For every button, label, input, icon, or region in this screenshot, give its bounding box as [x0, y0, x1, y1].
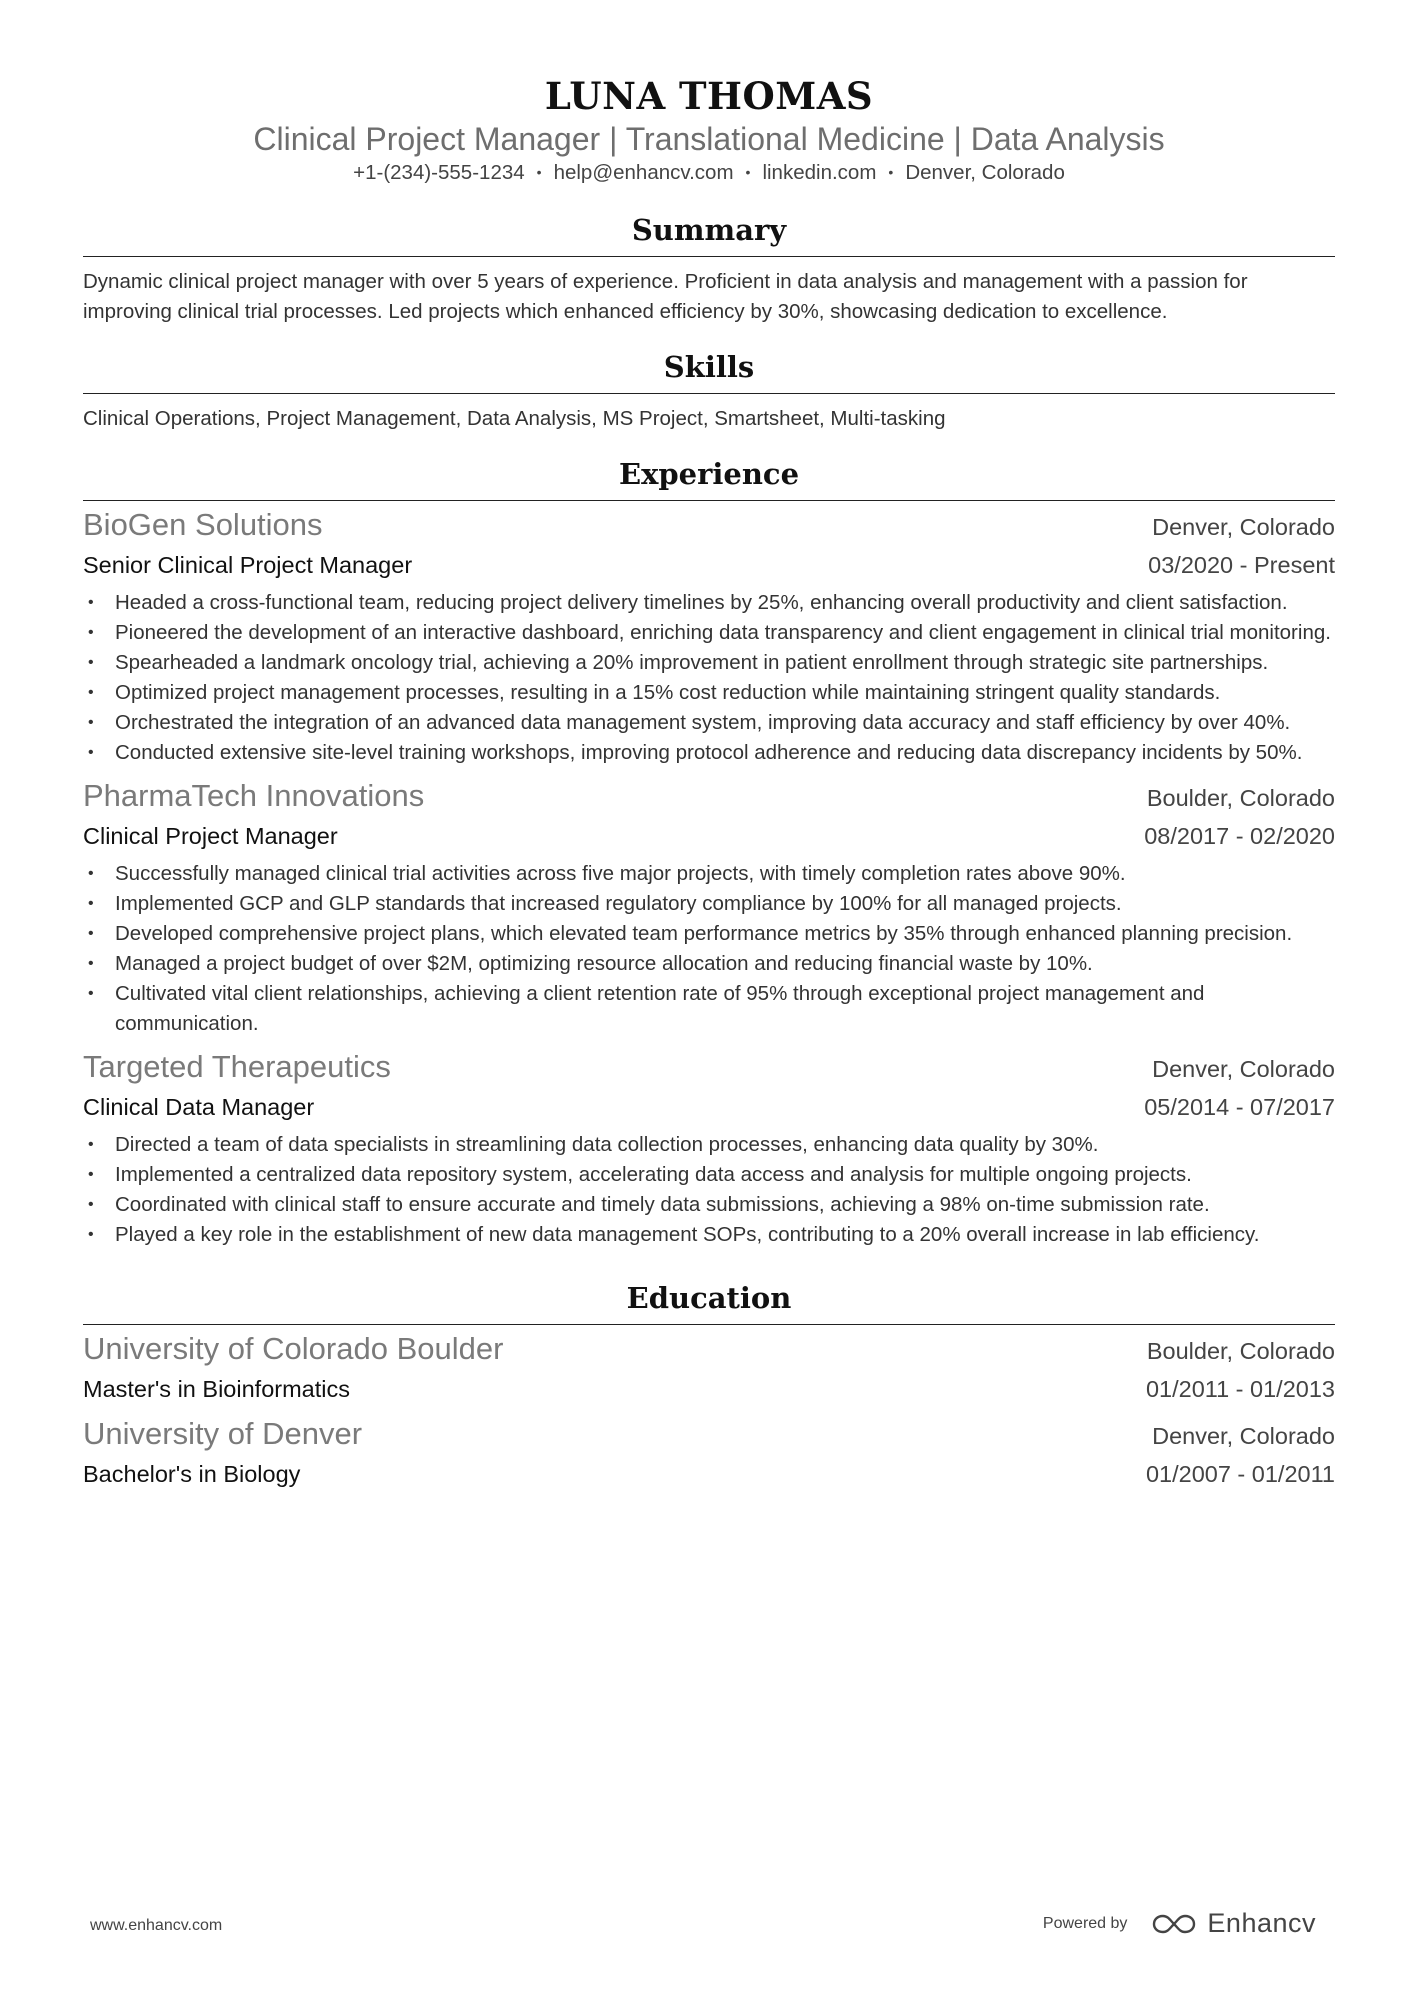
resume-header	[83, 0, 1335, 188]
job-entry	[83, 1047, 1335, 1250]
job-bullets	[83, 588, 1335, 768]
brand-name: Enhancv	[1207, 1908, 1316, 1938]
enhancv-brand-link[interactable]	[1151, 1908, 1316, 1939]
bullet-dot-icon: •	[88, 594, 94, 611]
job-entry	[83, 776, 1335, 1039]
section-divider	[83, 393, 1335, 394]
summary-heading: Summary	[631, 213, 787, 247]
skills-section	[83, 347, 1335, 434]
bullet-item: • Played a key role in the establishment of new data management SOPs, contributing to a 20% overall increase in lab efficiency.	[83, 1220, 1335, 1250]
bullet-dot-icon: •	[88, 895, 94, 912]
bullet-dot-icon: •	[88, 1226, 94, 1243]
job-location: Boulder, Colorado	[1146, 785, 1335, 811]
job-title: Clinical Data Manager	[83, 1094, 315, 1120]
email-link[interactable]: help@enhancv.com	[553, 161, 734, 184]
phone-number: +1-(234)-555-1234	[353, 161, 525, 184]
section-divider	[83, 256, 1335, 257]
bullet-item: • Developed comprehensive project plans, which elevated team performance metrics by 35% through enhanced planning precision.	[83, 919, 1335, 949]
job-title: Clinical Project Manager	[83, 823, 338, 849]
company-name: BioGen Solutions	[83, 507, 323, 542]
job-dates: 03/2020 - Present	[1148, 552, 1335, 578]
resume-page	[83, 0, 1335, 1493]
bullet-dot-icon: •	[88, 1196, 94, 1213]
degree-name: Master's in Bioinformatics	[83, 1376, 350, 1402]
bullet-dot-icon: •	[88, 925, 94, 942]
skills-text: Clinical Operations, Project Management, Data Analysis, MS Project, Smartsheet, Multi-tasking	[83, 407, 946, 430]
linkedin-link[interactable]: linkedin.com	[762, 161, 877, 184]
footer-website-link[interactable]: www.enhancv.com	[90, 1917, 223, 1934]
education-dates: 01/2011 - 01/2013	[1145, 1376, 1335, 1402]
bullet-item: • Managed a project budget of over $2M, optimizing resource allocation and reducing financial waste by 10%.	[83, 949, 1335, 979]
bullet-dot-icon: •	[88, 865, 94, 882]
experience-section	[83, 454, 1335, 1250]
job-bullets	[83, 1130, 1335, 1250]
job-entry	[83, 505, 1335, 768]
bullet-item: • Implemented a centralized data repository system, accelerating data access and analysis for multiple ongoing projects.	[83, 1160, 1335, 1190]
school-name: University of Denver	[83, 1416, 363, 1451]
bullet-item: • Cultivated vital client relationships, achieving a client retention rate of 95% through exceptional project management and communication.	[83, 979, 1335, 1039]
bullet-item: • Successfully managed clinical trial activities across five major projects, with timely completion rates above 90%.	[83, 859, 1335, 889]
job-dates: 08/2017 - 02/2020	[1144, 823, 1335, 849]
bullet-item: • Orchestrated the integration of an advanced data management system, improving data accuracy and staff efficiency by over 40%.	[83, 708, 1335, 738]
separator-dot: •	[536, 164, 542, 180]
bullet-item: • Optimized project management processes, resulting in a 15% cost reduction while maintaining stringent quality standards.	[83, 678, 1335, 708]
bullet-dot-icon: •	[88, 714, 94, 731]
school-name: University of Colorado Boulder	[83, 1331, 504, 1366]
education-heading: Education	[626, 1281, 792, 1315]
location-text: Denver, Colorado	[905, 161, 1065, 184]
company-name: Targeted Therapeutics	[83, 1049, 391, 1084]
separator-dot: •	[745, 164, 751, 180]
degree-name: Bachelor's in Biology	[83, 1461, 301, 1487]
bullet-item: • Spearheaded a landmark oncology trial, achieving a 20% improvement in patient enrollment through strategic site partnerships.	[83, 648, 1335, 678]
school-location: Denver, Colorado	[1152, 1423, 1335, 1449]
job-title: Senior Clinical Project Manager	[83, 552, 413, 578]
summary-text: Dynamic clinical project manager with over 5 years of experience. Proficient in data analysis and management with a passion for improving clinical trial processes. Led projects which enhanced efficiency by 30%, showcasing dedication to excellence.	[83, 270, 1248, 323]
candidate-name: LUNA THOMAS	[544, 74, 874, 118]
section-divider	[83, 1324, 1335, 1325]
company-name: PharmaTech Innovations	[83, 778, 425, 813]
bullet-item: • Conducted extensive site-level training workshops, improving protocol adherence and reducing data discrepancy incidents by 50%.	[83, 738, 1335, 768]
candidate-title: Clinical Project Manager | Translational Medicine | Data Analysis	[253, 121, 1165, 157]
job-location: Denver, Colorado	[1152, 1056, 1335, 1082]
bullet-dot-icon: •	[88, 654, 94, 671]
bullet-dot-icon: •	[88, 1136, 94, 1153]
bullet-dot-icon: •	[88, 624, 94, 641]
enhancv-logo-icon	[1151, 1912, 1197, 1936]
skills-heading: Skills	[663, 350, 755, 384]
education-dates: 01/2007 - 01/2011	[1145, 1461, 1335, 1487]
bullet-dot-icon: •	[88, 985, 94, 1002]
bullet-dot-icon: •	[88, 684, 94, 701]
education-entry	[83, 1329, 1335, 1408]
bullet-dot-icon: •	[88, 955, 94, 972]
separator-dot: •	[888, 164, 894, 180]
contact-info	[83, 159, 1335, 188]
job-location: Denver, Colorado	[1152, 514, 1335, 540]
bullet-item: • Headed a cross-functional team, reducing project delivery timelines by 25%, enhancing overall productivity and client satisfaction.	[83, 588, 1335, 618]
experience-heading: Experience	[618, 457, 800, 491]
bullet-item: • Directed a team of data specialists in streamlining data collection processes, enhancing data quality by 30%.	[83, 1130, 1335, 1160]
school-location: Boulder, Colorado	[1146, 1338, 1335, 1364]
bullet-dot-icon: •	[88, 744, 94, 761]
bullet-dot-icon: •	[88, 1166, 94, 1183]
bullet-item: • Implemented GCP and GLP standards that increased regulatory compliance by 100% for all managed projects.	[83, 889, 1335, 919]
section-divider	[83, 500, 1335, 501]
summary-section	[83, 210, 1335, 327]
education-entry	[83, 1414, 1335, 1493]
powered-by-label: Powered by	[1042, 1914, 1128, 1932]
bullet-item: • Pioneered the development of an interactive dashboard, enriching data transparency and client engagement in clinical trial monitoring.	[83, 618, 1335, 648]
bullet-item: • Coordinated with clinical staff to ensure accurate and timely data submissions, achieving a 98% on-time submission rate.	[83, 1190, 1335, 1220]
job-bullets	[83, 859, 1335, 1039]
job-dates: 05/2014 - 07/2017	[1144, 1094, 1335, 1120]
education-section	[83, 1278, 1335, 1493]
footer-branding	[1043, 1908, 1316, 1939]
